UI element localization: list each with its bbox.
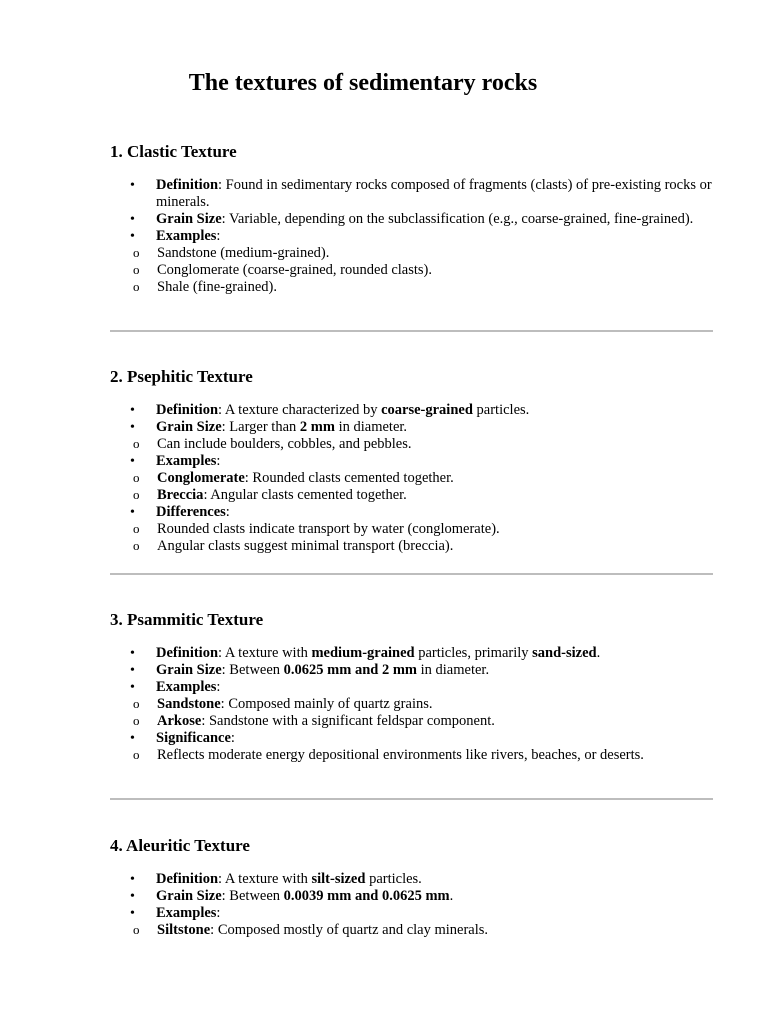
list-item [110, 645, 714, 662]
page-title: The textures of sedimentary rocks [188, 70, 538, 96]
item-text: : Variable, depending on the subclassification (e.g., coarse-grained, fine-grained). [221, 211, 694, 227]
section-heading: 1. Clastic Texture [110, 142, 237, 161]
sub-list [110, 922, 714, 939]
item-text: in diameter. [334, 419, 408, 435]
bullet-icon: • [130, 403, 135, 418]
item-text: Can include boulders, cobbles, and pebbles. [157, 436, 412, 452]
bullet-icon: • [130, 229, 135, 244]
circle-bullet-icon: o [133, 922, 140, 937]
section-divider [110, 573, 713, 575]
item-text: particles. [365, 871, 422, 887]
circle-bullet-icon: o [133, 470, 140, 485]
sub-list-item [110, 521, 714, 538]
bullet-icon: • [130, 420, 135, 435]
bullet-list [110, 645, 714, 764]
list-item [110, 228, 714, 296]
item-label: Grain Size [156, 662, 222, 678]
item-emphasis: Siltstone [157, 922, 211, 938]
section-heading: 2. Psephitic Texture [110, 367, 253, 386]
item-text: : Sandstone with a significant feldspar component. [201, 713, 495, 729]
sub-list [110, 696, 714, 730]
bullet-icon: • [130, 889, 135, 904]
item-label: Examples [156, 679, 217, 695]
bullet-icon: • [130, 646, 135, 661]
item-text: : [230, 730, 235, 746]
sub-list-item [110, 696, 714, 713]
list-item [110, 419, 714, 453]
item-text: Sandstone (medium-grained). [157, 245, 330, 261]
item-label: Examples [156, 228, 217, 244]
list-item [110, 453, 714, 504]
section-clastic [110, 141, 714, 296]
item-text: : A texture with [218, 871, 312, 887]
circle-bullet-icon: o [133, 521, 140, 536]
item-emphasis: silt-sized [311, 871, 366, 887]
bullet-icon: • [130, 680, 135, 695]
list-item [110, 730, 714, 764]
circle-bullet-icon: o [133, 538, 140, 553]
bullet-icon: • [130, 731, 135, 746]
item-text: : A texture characterized by [218, 402, 382, 418]
bullet-list [110, 871, 714, 939]
bullet-icon: • [130, 663, 135, 678]
item-text: : [216, 905, 221, 921]
list-item [110, 402, 714, 419]
sub-list [110, 521, 714, 555]
item-emphasis: 0.0625 mm and 2 mm [283, 662, 417, 678]
section-heading: 3. Psammitic Texture [110, 610, 264, 629]
bullet-list [110, 177, 714, 296]
circle-bullet-icon: o [133, 696, 140, 711]
section-aleuritic [110, 835, 714, 939]
item-text: particles, primarily [414, 645, 533, 661]
item-emphasis: Sandstone [157, 696, 221, 712]
item-label: Definition [156, 177, 219, 193]
list-item [110, 662, 714, 679]
list-item [110, 504, 714, 555]
list-item [110, 888, 714, 905]
item-text: Conglomerate (coarse-grained, rounded clasts). [157, 262, 432, 278]
item-label: Definition [156, 402, 219, 418]
list-item [110, 211, 714, 228]
item-text: : [216, 679, 221, 695]
sub-list [110, 245, 714, 296]
item-text: : Found in sedimentary rocks composed of fragments (clasts) of pre-existing rocks or minerals. [156, 177, 712, 210]
item-text: Rounded clasts indicate transport by water (conglomerate). [157, 521, 500, 537]
bullet-icon: • [130, 505, 135, 520]
sub-list [110, 436, 714, 453]
section-psammitic [110, 609, 714, 764]
sub-list-item [110, 747, 714, 764]
item-emphasis: Breccia [157, 487, 204, 503]
sub-list-item [110, 713, 714, 730]
item-text: . [449, 888, 454, 904]
item-emphasis: 2 mm [299, 419, 335, 435]
section-heading: 4. Aleuritic Texture [110, 836, 250, 855]
item-emphasis: sand-sized [532, 645, 597, 661]
bullet-list [110, 402, 714, 555]
bullet-icon: • [130, 906, 135, 921]
item-text: : A texture with [218, 645, 312, 661]
bullet-icon: • [130, 454, 135, 469]
item-text: . [596, 645, 601, 661]
sub-list-item [110, 279, 714, 296]
section-psephitic [110, 366, 714, 555]
circle-bullet-icon: o [133, 436, 140, 451]
item-text: : Angular clasts cemented together. [203, 487, 407, 503]
item-text: : Rounded clasts cemented together. [244, 470, 454, 486]
item-emphasis: Conglomerate [157, 470, 245, 486]
bullet-icon: • [130, 178, 135, 193]
list-item [110, 177, 714, 211]
circle-bullet-icon: o [133, 245, 140, 260]
bullet-icon: • [130, 212, 135, 227]
item-text: : [216, 453, 221, 469]
circle-bullet-icon: o [133, 262, 140, 277]
item-text: particles. [472, 402, 530, 418]
item-text: : Composed mainly of quartz grains. [220, 696, 433, 712]
item-label: Grain Size [156, 419, 222, 435]
item-label: Differences [156, 504, 226, 520]
item-text: : Composed mostly of quartz and clay minerals. [210, 922, 489, 938]
item-label: Definition [156, 645, 219, 661]
list-item [110, 679, 714, 730]
list-item [110, 871, 714, 888]
circle-bullet-icon: o [133, 279, 140, 294]
circle-bullet-icon: o [133, 747, 140, 762]
item-label: Grain Size [156, 888, 222, 904]
circle-bullet-icon: o [133, 487, 140, 502]
item-emphasis: medium-grained [311, 645, 415, 661]
sub-list [110, 470, 714, 504]
item-text: : Between [221, 888, 284, 904]
item-label: Grain Size [156, 211, 222, 227]
item-text: in diameter. [417, 662, 490, 678]
sub-list-item [110, 436, 714, 453]
sub-list [110, 747, 714, 764]
item-text: : Larger than [221, 419, 300, 435]
item-label: Definition [156, 871, 219, 887]
item-text: : [225, 504, 230, 520]
bullet-icon: • [130, 872, 135, 887]
item-text: Shale (fine-grained). [157, 279, 277, 295]
sub-list-item [110, 262, 714, 279]
section-divider [110, 330, 713, 332]
sub-list-item [110, 245, 714, 262]
item-text: Reflects moderate energy depositional environments like rivers, beaches, or deserts. [157, 747, 644, 763]
sub-list-item [110, 922, 714, 939]
item-text: : [216, 228, 221, 244]
circle-bullet-icon: o [133, 713, 140, 728]
sub-list-item [110, 470, 714, 487]
item-text: : Between [221, 662, 284, 678]
item-label: Examples [156, 905, 217, 921]
item-emphasis: Arkose [157, 713, 202, 729]
item-label: Significance [156, 730, 231, 746]
sub-list-item [110, 538, 714, 555]
section-divider [110, 798, 713, 800]
item-emphasis: coarse-grained [381, 402, 473, 418]
item-emphasis: 0.0039 mm and 0.0625 mm [283, 888, 450, 904]
list-item [110, 905, 714, 939]
item-text: Angular clasts suggest minimal transport (breccia). [157, 538, 454, 554]
item-label: Examples [156, 453, 217, 469]
sub-list-item [110, 487, 714, 504]
